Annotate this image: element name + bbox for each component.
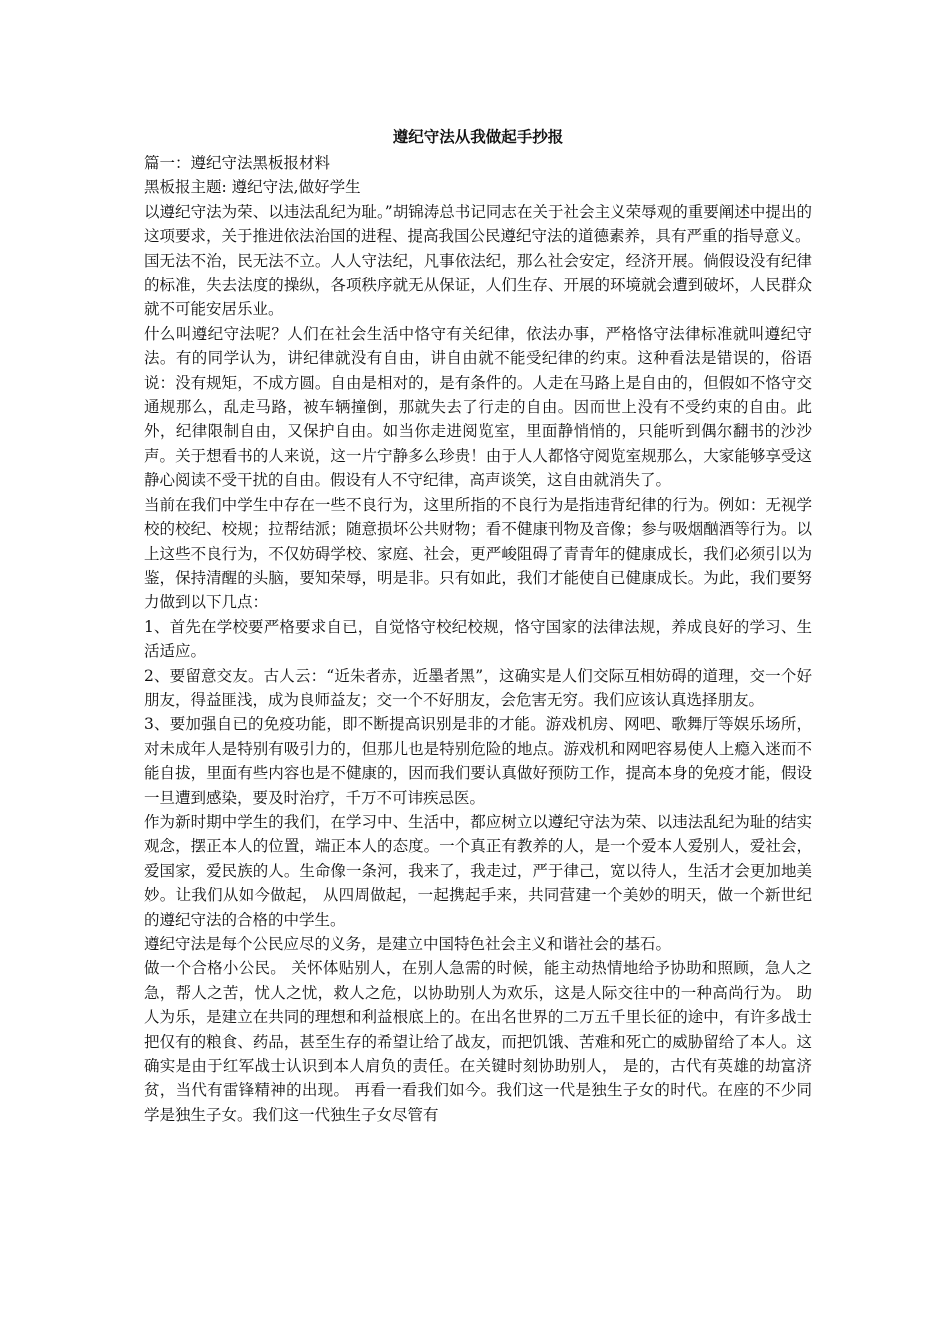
paragraph-theme: 黑板报主题: 遵纪守法,做好学生 [144,178,361,197]
paragraph: 作为新时期中学生的我们，在学习中、生活中，都应树立以遵纪守法为荣、以违法乱纪为耻的结实观念，摆正本人的位置，端正本人的态度。一个真正有教养的人，是一个爱本人爱别人，爱社会，爱国家，爱民族的人。生命像一条河，我来了，我走过，严于律己，宽以待人，生活才会更加地美妙。让我们从如今做起， 从四周做起，一起携起手来，共同营建一个美妙的明天，做一个新世纪的遵纪守法的合格的中学生。 [144,812,812,929]
paragraph: 国无法不治，民无法不立。人人守法纪，凡事依法纪，那么社会安定，经济开展。倘假设没有纪律的标准，失去法度的操纵，各项秩序就无从保证，人们生存、开展的环境就会遭到破坏，人民群众就不可能安居乐业。 [144,251,812,319]
paragraph-point-3: 3、要加强自已的免疫功能，即不断提高识别是非的才能。游戏机房、网吧、歌舞厅等娱乐场所，对未成年人是特别有吸引力的，但那儿也是特别危险的地点。游戏机和网吧容易使人上瘾入迷而不能自拔，里面有些内容也是不健康的，因而我们要认真做好预防工作，提高本身的免疫才能，假设一旦遭到感染，要及时治疗，千万不可讳疾忌医。 [144,715,812,807]
paragraph: 以遵纪守法为荣、以违法乱纪为耻。”胡锦涛总书记同志在关于社会主义荣辱观的重要阐述中提出的这项要求，关于推进依法治国的进程、提高我国公民遵纪守法的道德素养，具有严重的指导意义。 [144,202,812,246]
paragraph: 什么叫遵纪守法呢？人们在社会生活中恪守有关纪律，依法办事，严格恪守法律标准就叫遵纪守法。有的同学认为，讲纪律就没有自由，讲自由就不能受纪律的约束。这种看法是错误的，俗语说：没有规矩，不成方圆。自由是相对的，是有条件的。人走在马路上是自由的，但假如不恪守交通规那么，乱走马路，被车辆撞倒，那就失去了行走的自由。因而世上没有不受约束的自由。此外，纪律限制自由，又保护自由。如当你走进阅览室，里面静悄悄的，只能听到偶尔翻书的沙沙声。关于想看书的人来说，这一片宁静多么珍贵！由于人人都恪守阅览室规那么，大家能够享受这静心阅读不受干扰的自由。假设有人不守纪律，高声谈笑，这自由就消失了。 [144,324,812,490]
paragraph-point-1: 1、首先在学校要严格要求自已，自觉恪守校纪校规，恪守国家的法律法规，养成良好的学习、生活适应。 [144,617,812,661]
paragraph-section-heading: 篇一：遵纪守法黑板报材料 [144,154,331,172]
paragraph: 做一个合格小公民。 关怀体贴别人，在别人急需的时候，能主动热情地给予协助和照顾，急人之急，帮人之苦，忧人之忧，救人之危，以协助别人为欢乐，这是人际交往中的一种高尚行为。 助人为乐，是建立在共同的理想和利益根底上的。在出名世界的二万五千里长征的途中，有许多战士把仅有的粮食、药品，甚至生存的希望让给了战友，而把饥饿、苦难和死亡的威胁留给了本人。这确实是由于红军战士认识到本人肩负的责任。在关键时刻协助别人， 是的，古代有英雄的劫富济贫，当代有雷锋精神的出现。 再看一看我们如今。我们这一代是独生子女的时代。在座的不少同学是独生子女。我们这一代独生子女尽管有 [144,959,812,1124]
document-page [144,125,812,1127]
paragraph: 当前在我们中学生中存在一些不良行为，这里所指的不良行为是指违背纪律的行为。例如：无视学校的校纪、校规；拉帮结派；随意损坏公共财物；看不健康刊物及音像；参与吸烟酗酒等行为。以上这些不良行为，不仅妨碍学校、家庭、社会，更严峻阻碍了青青年的健康成长，我们必须引以为鉴，保持清醒的头脑，要知荣辱，明是非。只有如此，我们才能使自已健康成长。为此，我们要努力做到以下几点： [144,495,812,612]
paragraph-point-2: 2、要留意交友。古人云：“近朱者赤，近墨者黑”，这确实是人们交际互相妨碍的道理，交一个好朋友，得益匪浅，成为良师益友；交一个不好朋友，会危害无穷。我们应该认真选择朋友。 [144,666,812,709]
paragraph: 遵纪守法是每个公民应尽的义务，是建立中国特色社会主义和谐社会的基石。 [144,935,672,953]
document-title: 遵纪守法从我做起手抄报 [392,127,564,146]
